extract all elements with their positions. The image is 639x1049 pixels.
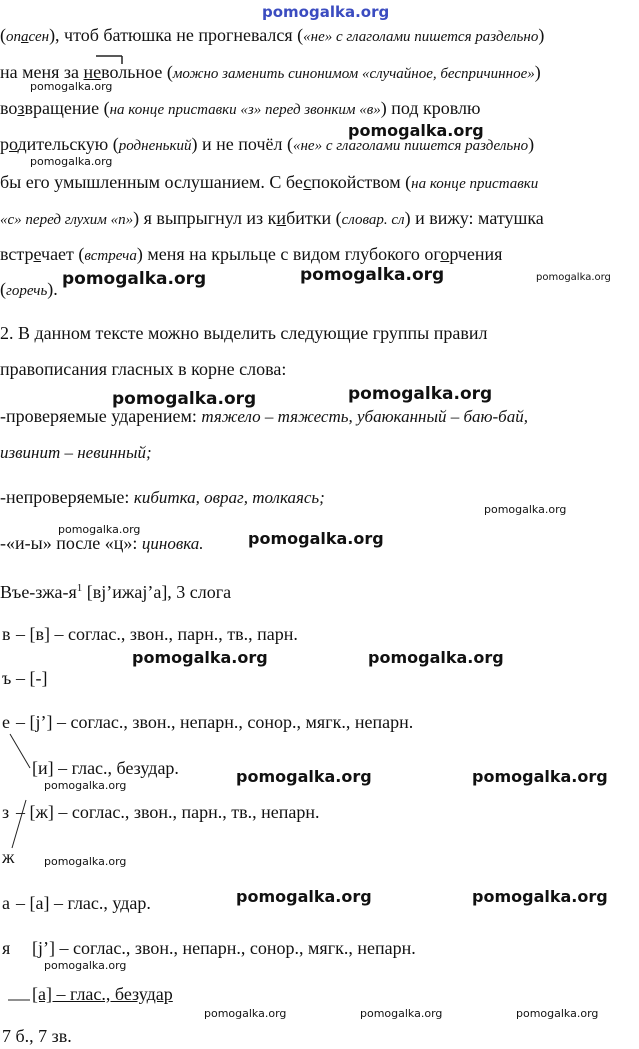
- text-line: (опасен), чтоб батюшка не прогневался («не» с глаголами пишется раздельно): [0, 25, 545, 45]
- watermark: pomogalka.org: [484, 503, 567, 516]
- phonetic-total: 7 б., 7 зв.: [2, 1026, 72, 1046]
- watermark: pomogalka.org: [236, 767, 372, 786]
- watermark: pomogalka.org: [516, 1007, 599, 1020]
- phonetic-desc: – [-]: [16, 668, 48, 688]
- text-line: бы его умышленным ослушанием. С беспокойством (на конце приставки: [0, 172, 539, 192]
- watermark: pomogalka.org: [30, 80, 113, 93]
- phonetic-desc: [и] – глас., безудар.: [32, 758, 179, 778]
- watermark: pomogalka.org: [248, 529, 384, 548]
- watermark: pomogalka.org: [204, 1007, 287, 1020]
- watermark: pomogalka.org: [300, 265, 445, 285]
- watermark: pomogalka.org: [236, 887, 372, 906]
- phonetic-desc: – [в] – соглас., звон., парн., тв., парн.: [16, 624, 298, 644]
- text-line: правописания гласных в корне слова:: [0, 359, 287, 379]
- watermark: pomogalka.org: [62, 269, 207, 289]
- phonetic-letter: з: [2, 802, 10, 822]
- rule-unchecked: -непроверяемые: кибитка, овраг, толкаясь;: [0, 487, 325, 507]
- watermark: pomogalka.org: [360, 1007, 443, 1020]
- rule-checked: -проверяемые ударением: тяжело – тяжесть, убаюканный – баю-бай,: [0, 406, 528, 426]
- phonetic-letter: ж: [2, 847, 15, 867]
- watermark-top[interactable]: pomogalka.org: [262, 3, 390, 21]
- phonetic-desc: – [j’] – соглас., звон., непарн., сонор., мягк., непарн.: [16, 712, 414, 732]
- phonetic-letter: в: [2, 624, 11, 644]
- text-line: встречает (встреча) меня на крыльце с видом глубокого огорчения: [0, 244, 503, 264]
- watermark: pomogalka.org: [44, 959, 127, 972]
- watermark: pomogalka.org: [348, 384, 493, 404]
- watermark: pomogalka.org: [112, 389, 257, 409]
- phonetic-letter: а: [2, 893, 10, 913]
- phonetic-letter: ъ: [2, 668, 12, 688]
- watermark: pomogalka.org: [44, 779, 127, 792]
- text-line: (горечь).: [0, 279, 58, 299]
- text-line: возвращение (на конце приставки «з» перед звонким «в») под кровлю: [0, 98, 481, 118]
- watermark: pomogalka.org: [472, 767, 608, 786]
- rule-checked-cont: извинит – невинный;: [0, 443, 152, 462]
- text-line: «с» перед глухим «п») я выпрыгнул из кибитки (словар. сл) и вижу: матушка: [0, 208, 544, 228]
- phonetic-letter: я: [2, 938, 11, 958]
- phonetic-letter: е: [2, 712, 10, 732]
- phonetic-desc: [а] – глас., безудар: [32, 984, 173, 1004]
- watermark: pomogalka.org: [348, 121, 484, 140]
- watermark: pomogalka.org: [44, 855, 127, 868]
- rule-ts: -«и-ы» после «ц»: циновка.: [0, 533, 204, 553]
- watermark: pomogalka.org: [368, 648, 504, 667]
- phonetic-desc: [j’] – соглас., звон., непарн., сонор., мягк., непарн.: [32, 938, 416, 958]
- phonetic-desc: – [а] – глас., удар.: [16, 893, 151, 913]
- watermark: pomogalka.org: [536, 272, 611, 283]
- watermark: pomogalka.org: [30, 155, 113, 168]
- watermark: pomogalka.org: [132, 648, 268, 667]
- text-line: на меня за невольное (можно заменить синонимом «случайное, беспричинное»): [0, 62, 541, 82]
- phonetic-desc: – [ж] – соглас., звон., парн., тв., непарн.: [16, 802, 320, 822]
- text-line: 2. В данном тексте можно выделить следующие группы правил: [0, 323, 488, 343]
- watermark: pomogalka.org: [472, 887, 608, 906]
- watermark: pomogalka.org: [58, 523, 141, 536]
- phonetic-header: Въе-$зжа-я^1$ [вj’ижаj’а], 3 слога: [0, 582, 232, 602]
- text-line: родительскую (родненький) и не почёл («не» с глаголами пишется раздельно): [0, 134, 535, 154]
